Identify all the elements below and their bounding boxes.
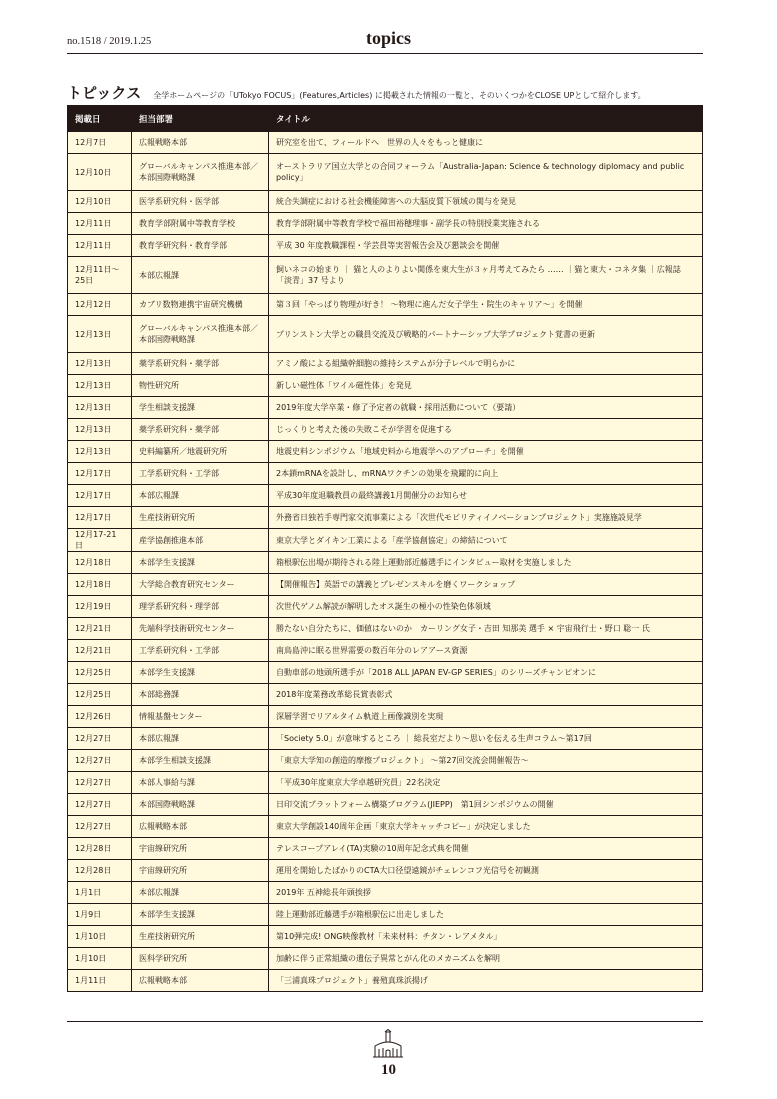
department-cell: 本部総務課 — [132, 684, 269, 706]
date-cell: 12月17日 — [68, 507, 132, 529]
department-cell: 本部国際戦略課 — [132, 794, 269, 816]
table-row — [68, 463, 703, 485]
title-cell: テレスコープアレイ(TA)実験の10周年記念式典を開催 — [269, 838, 703, 860]
table-row — [68, 235, 703, 257]
date-cell: 12月19日 — [68, 596, 132, 618]
table-row — [68, 926, 703, 948]
date-cell: 12月10日 — [68, 191, 132, 213]
page-number: 10 — [381, 1062, 396, 1078]
department-cell: 教育学部附属中等教育学校 — [132, 213, 269, 235]
date-cell: 12月11日 — [68, 213, 132, 235]
date-cell: 12月13日 — [68, 441, 132, 463]
date-cell: 12月28日 — [68, 838, 132, 860]
title-cell: じっくりと考えた後の失敗こそが学習を促進する — [269, 419, 703, 441]
title-cell: 箱根駅伝出場が期待される陸上運動部近藤選手にインタビュー取材を実施しました — [269, 552, 703, 574]
date-cell: 12月17日 — [68, 463, 132, 485]
title-cell: 次世代ゲノム解読が解明したオス誕生の極小の性染色体領域 — [269, 596, 703, 618]
title-cell: 東京大学とダイキン工業による「産学協創協定」の締結について — [269, 529, 703, 552]
title-cell: 「東京大学知の創造的摩擦プロジェクト」 〜第27回交流会開催報告〜 — [269, 750, 703, 772]
title-cell: 平成30年度退職教員の最終講義1月開催分のお知らせ — [269, 485, 703, 507]
date-cell: 12月11日 — [68, 235, 132, 257]
table-row — [68, 772, 703, 794]
department-cell: 本部学生相談支援課 — [132, 750, 269, 772]
title-cell: アミノ酸による組織幹細胞の維持システムが分子レベルで明らかに — [269, 353, 703, 375]
table-row — [68, 375, 703, 397]
department-cell: 宇宙線研究所 — [132, 860, 269, 882]
title-cell: 加齢に伴う正常組織の遺伝子異常とがん化のメカニズムを解明 — [269, 948, 703, 970]
date-cell: 12月10日 — [68, 154, 132, 191]
date-cell: 12月13日 — [68, 375, 132, 397]
department-cell: 本部学生支援課 — [132, 552, 269, 574]
table-row — [68, 294, 703, 316]
table-row — [68, 316, 703, 353]
column-header-date: 掲載日 — [68, 106, 132, 132]
table-row — [68, 132, 703, 154]
department-cell: 大学総合教育研究センター — [132, 574, 269, 596]
title-cell: 第10弾完成! ONG映像教材「未来材料：チタン・レアメタル」 — [269, 926, 703, 948]
date-cell: 12月21日 — [68, 640, 132, 662]
column-header-department: 担当部署 — [132, 106, 269, 132]
title-cell: 「三浦真珠プロジェクト」養殖真珠浜揚げ — [269, 970, 703, 992]
date-cell: 12月27日 — [68, 794, 132, 816]
title-cell: 「平成30年度東京大学卓越研究員」22名決定 — [269, 772, 703, 794]
title-cell: 新しい磁性体「ワイル磁性体」を発見 — [269, 375, 703, 397]
department-cell: グローバルキャンパス推進本部／本部国際戦略課 — [132, 316, 269, 353]
department-cell: 本部広報課 — [132, 728, 269, 750]
table-row — [68, 794, 703, 816]
date-cell: 12月18日 — [68, 552, 132, 574]
table-row — [68, 706, 703, 728]
section-intro: 全学ホームページの「UTokyo FOCUS」(Features,Articles) に掲載された情報の一覧と、そのいくつかをCLOSE UPとして紹介します。 — [153, 91, 646, 100]
department-cell: 本部広報課 — [132, 882, 269, 904]
table-row — [68, 970, 703, 992]
title-cell: 教育学部附属中等教育学校で福田裕穂理事・副学長の特別授業実施される — [269, 213, 703, 235]
department-cell: 学生相談支援課 — [132, 397, 269, 419]
date-cell: 12月13日 — [68, 353, 132, 375]
title-cell: 外務省日独若手専門家交流事業による「次世代モビリティイノベーションプロジェクト」実施施設見学 — [269, 507, 703, 529]
date-cell: 1月10日 — [68, 926, 132, 948]
department-cell: 本部広報課 — [132, 257, 269, 294]
title-cell: 東京大学創設140周年企画「東京大学キャッチコピー」が決定しました — [269, 816, 703, 838]
date-cell: 12月27日 — [68, 772, 132, 794]
date-cell: 1月10日 — [68, 948, 132, 970]
table-row — [68, 419, 703, 441]
topics-table — [67, 105, 703, 992]
date-cell: 12月27日 — [68, 816, 132, 838]
table-row — [68, 485, 703, 507]
date-cell: 12月26日 — [68, 706, 132, 728]
table-row — [68, 860, 703, 882]
date-cell: 12月17日 — [68, 485, 132, 507]
date-cell: 12月28日 — [68, 860, 132, 882]
date-cell: 12月27日 — [68, 750, 132, 772]
table-row — [68, 191, 703, 213]
table-row — [68, 257, 703, 294]
department-cell: 工学系研究科・工学部 — [132, 640, 269, 662]
title-cell: 第３回「やっぱり物理が好き！ 〜物理に進んだ女子学生・院生のキャリア〜」を開催 — [269, 294, 703, 316]
table-row — [68, 728, 703, 750]
date-cell: 1月1日 — [68, 882, 132, 904]
title-cell: 2019年度大学卒業・修了予定者の就職・採用活動について（要請） — [269, 397, 703, 419]
title-cell: 2本鎖mRNAを設計し、mRNAワクチンの効果を飛躍的に向上 — [269, 463, 703, 485]
yasuda-auditorium-icon — [372, 1029, 404, 1059]
table-row — [68, 948, 703, 970]
table-row — [68, 618, 703, 640]
title-cell: 統合失調症における社会機能障害への大脳皮質下領域の関与を発見 — [269, 191, 703, 213]
title-cell: 飼いネコの始まり ｜ 猫と人のよりよい関係を東大生が３ヶ月考えてみたら …… ｜猫と東大・コネタ集 ｜広報誌「淡青」37 号より — [269, 257, 703, 294]
table-row — [68, 213, 703, 235]
title-cell: 地震史料シンポジウム「地域史料から地震学へのアプローチ」を開催 — [269, 441, 703, 463]
table-row — [68, 882, 703, 904]
date-cell: 12月12日 — [68, 294, 132, 316]
title-cell: 2019年 五神総長年頭挨拶 — [269, 882, 703, 904]
title-cell: 2018年度業務改革総長賞表彰式 — [269, 684, 703, 706]
table-row — [68, 662, 703, 684]
title-cell: 平成 30 年度教職課程・学芸員等実習報告会及び懇談会を開催 — [269, 235, 703, 257]
date-cell: 12月27日 — [68, 728, 132, 750]
department-cell: 産学協創推進本部 — [132, 529, 269, 552]
table-body — [68, 132, 703, 992]
date-cell: 12月13日 — [68, 419, 132, 441]
table-row — [68, 529, 703, 552]
table-row — [68, 552, 703, 574]
table-row — [68, 904, 703, 926]
table-row — [68, 816, 703, 838]
table-row — [68, 507, 703, 529]
title-cell: オーストラリア国立大学との合同フォーラム「Australia-Japan: Science & technology diplomacy and public policy」 — [269, 154, 703, 191]
title-cell: 「Society 5.0」が意味するところ ｜ 総長室だより〜思いを伝える生声コラム〜第17回 — [269, 728, 703, 750]
department-cell: 本部学生支援課 — [132, 662, 269, 684]
table-row — [68, 154, 703, 191]
date-cell: 12月25日 — [68, 662, 132, 684]
date-cell: 1月11日 — [68, 970, 132, 992]
department-cell: 広報戦略本部 — [132, 816, 269, 838]
department-cell: 本部広報課 — [132, 485, 269, 507]
date-cell: 12月25日 — [68, 684, 132, 706]
title-cell: 【開催報告】英語での講義とプレゼンスキルを磨くワークショップ — [269, 574, 703, 596]
department-cell: 情報基盤センター — [132, 706, 269, 728]
table-row — [68, 574, 703, 596]
department-cell: 本部人事給与課 — [132, 772, 269, 794]
table-row — [68, 596, 703, 618]
title-cell: 南鳥島沖に眠る世界需要の数百年分のレアアース資源 — [269, 640, 703, 662]
section-heading — [67, 82, 707, 103]
department-cell: 医科学研究所 — [132, 948, 269, 970]
date-cell: 12月21日 — [68, 618, 132, 640]
department-cell: 薬学系研究科・薬学部 — [132, 419, 269, 441]
title-cell: プリンストン大学との職員交流及び戦略的パートナーシップ大学プロジェクト覚書の更新 — [269, 316, 703, 353]
table-row — [68, 750, 703, 772]
table-row — [68, 397, 703, 419]
department-cell: 広報戦略本部 — [132, 132, 269, 154]
title-cell: 自動車部の地頭所選手が「2018 ALL JAPAN EV-GP SERIES」のシリーズチャンピオンに — [269, 662, 703, 684]
section-title: トピックス — [67, 84, 142, 102]
department-cell: 教育学研究科・教育学部 — [132, 235, 269, 257]
table-row — [68, 684, 703, 706]
department-cell: カブリ数物連携宇宙研究機構 — [132, 294, 269, 316]
department-cell: 先端科学技術研究センター — [132, 618, 269, 640]
header-divider — [67, 53, 703, 54]
department-cell: 史料編纂所／地震研究所 — [132, 441, 269, 463]
table-row — [68, 640, 703, 662]
title-cell: 研究室を出て、フィールドへ 世界の人々をもっと健康に — [269, 132, 703, 154]
title-cell: 日印交流プラットフォーム構築プログラム(JIEPP) 第1回シンポジウムの開催 — [269, 794, 703, 816]
date-cell: 12月13日 — [68, 316, 132, 353]
date-cell: 12月11日〜25日 — [68, 257, 132, 294]
table-row — [68, 441, 703, 463]
title-cell: 陸上運動部近藤選手が箱根駅伝に出走しました — [269, 904, 703, 926]
department-cell: グローバルキャンパス推進本部／本部国際戦略課 — [132, 154, 269, 191]
department-cell: 広報戦略本部 — [132, 970, 269, 992]
title-cell: 勝たない自分たちに、価値はないのか カーリング女子・吉田 知那美 選手 × 宇宙飛行士・野口 聡一 氏 — [269, 618, 703, 640]
department-cell: 医学系研究科・医学部 — [132, 191, 269, 213]
date-cell: 12月18日 — [68, 574, 132, 596]
issue-info: no.1518 / 2019.1.25 — [67, 36, 152, 47]
department-cell: 生産技術研究所 — [132, 926, 269, 948]
date-cell: 12月7日 — [68, 132, 132, 154]
department-cell: 物性研究所 — [132, 375, 269, 397]
date-cell: 12月13日 — [68, 397, 132, 419]
title-cell: 運用を開始したばかりのCTA大口径望遠鏡がチェレンコフ光信号を初観測 — [269, 860, 703, 882]
table-header-row — [68, 106, 703, 132]
date-cell: 12月17-21日 — [68, 529, 132, 552]
department-cell: 生産技術研究所 — [132, 507, 269, 529]
page-header-title: topics — [366, 28, 411, 48]
title-cell: 深層学習でリアルタイム軌道上画像識別を実現 — [269, 706, 703, 728]
department-cell: 薬学系研究科・薬学部 — [132, 353, 269, 375]
column-header-title: タイトル — [269, 106, 703, 132]
footer-divider — [67, 1021, 703, 1022]
department-cell: 宇宙線研究所 — [132, 838, 269, 860]
table-row — [68, 838, 703, 860]
department-cell: 工学系研究科・工学部 — [132, 463, 269, 485]
department-cell: 本部学生支援課 — [132, 904, 269, 926]
date-cell: 1月9日 — [68, 904, 132, 926]
department-cell: 理学系研究科・理学部 — [132, 596, 269, 618]
table-row — [68, 353, 703, 375]
